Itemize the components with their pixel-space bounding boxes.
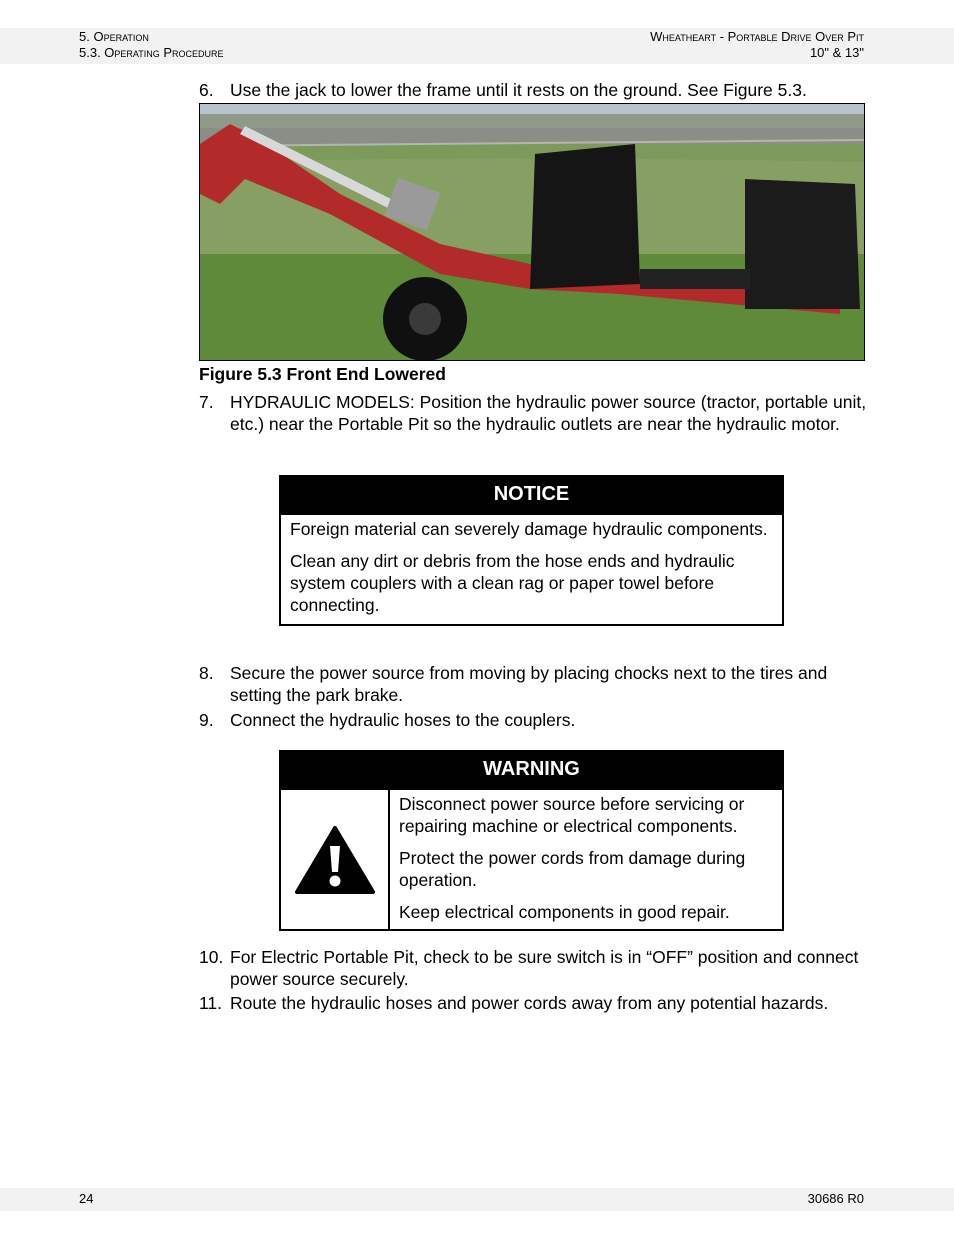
notice-paragraph: Clean any dirt or debris from the hose ends and hydraulic system couplers with a clean rag or paper towel before connecting. — [290, 551, 735, 615]
document-number: 30686 R0 — [807, 1191, 864, 1206]
warning-paragraph: Protect the power cords from damage during operation. — [399, 848, 746, 890]
step-number: 7. — [199, 392, 214, 412]
notice-paragraph: Foreign material can severely damage hydraulic components. — [290, 519, 768, 539]
notice-title: NOTICE — [281, 477, 782, 515]
step-number: 11. — [199, 993, 223, 1013]
step-number: 6. — [199, 80, 214, 100]
header-product: Wheatheart - Portable Drive Over Pit — [650, 29, 864, 44]
step-number: 9. — [199, 710, 214, 730]
warning-icon-cell — [281, 790, 390, 929]
header-chapter: 5. Operation — [79, 29, 149, 44]
step-text: Connect the hydraulic hoses to the couplers. — [230, 710, 576, 730]
figure-photo — [199, 103, 865, 361]
step-7 — [199, 391, 869, 435]
step-11 — [199, 992, 869, 1014]
warning-body — [390, 790, 782, 929]
step-8 — [199, 662, 869, 706]
step-number: 10. — [199, 947, 224, 967]
header-size: 10" & 13" — [809, 45, 864, 60]
step-text: Use the jack to lower the frame until it rests on the ground. See Figure 5.3. — [230, 80, 807, 100]
front-end-lowered-photo — [200, 104, 864, 360]
step-text: HYDRAULIC MODELS: Position the hydraulic power source (tractor, portable unit, etc.) near the Portable Pit so the hydraulic outlets are near the hydraulic motor. — [230, 392, 867, 434]
step-text: Secure the power source from moving by placing chocks next to the tires and setting the park brake. — [230, 663, 828, 705]
warning-paragraph: Keep electrical components in good repair. — [399, 902, 730, 922]
step-text: For Electric Portable Pit, check to be sure switch is in “OFF” position and connect power source securely. — [230, 947, 859, 989]
warning-paragraph: Disconnect power source before servicing or repairing machine or electrical components. — [399, 794, 745, 836]
step-10 — [199, 946, 869, 990]
warning-title: WARNING — [281, 752, 782, 790]
header-section: 5.3. Operating Procedure — [79, 45, 224, 60]
step-text: Route the hydraulic hoses and power cords away from any potential hazards. — [230, 993, 829, 1013]
step-number: 8. — [199, 663, 214, 683]
figure-caption: Figure 5.3 Front End Lowered — [199, 364, 446, 384]
warning-triangle-icon — [294, 824, 376, 896]
warning-box — [279, 750, 784, 931]
notice-box — [279, 475, 784, 626]
step-6 — [199, 79, 869, 101]
step-9 — [199, 709, 869, 731]
notice-body — [281, 515, 782, 624]
page-number: 24 — [79, 1191, 94, 1206]
